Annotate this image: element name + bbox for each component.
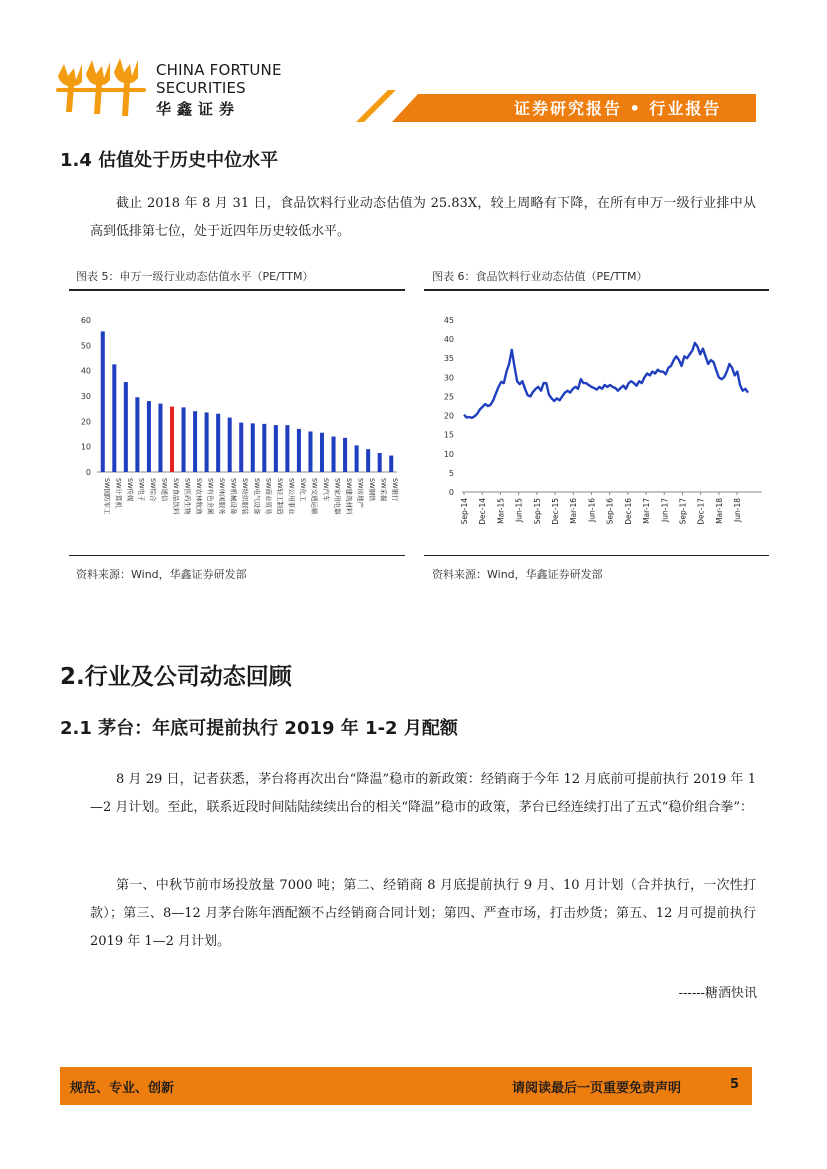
x-tick-label: Sep-15 (532, 498, 542, 525)
figure5-bar-chart (69, 300, 405, 550)
x-tick-label: SW轻工制造 (275, 478, 284, 515)
x-tick-label: SW综合 (148, 478, 157, 502)
bar (193, 411, 197, 472)
page-number: 5 (730, 1077, 740, 1092)
x-tick-label: Jun-18 (733, 498, 743, 522)
x-tick-label: Dec-15 (551, 498, 561, 525)
bar (320, 433, 324, 472)
bar (112, 364, 116, 472)
y-tick-label: 40 (443, 335, 454, 345)
bar (205, 412, 209, 472)
y-tick-label: 10 (80, 442, 91, 452)
x-tick-label: SW商业贸易 (264, 478, 273, 515)
x-tick-label: Jun-16 (587, 498, 597, 522)
bar (355, 445, 359, 472)
logo-cn: 华鑫证券 (156, 100, 241, 118)
section-2-1-paragraph-2: 第一、中秋节前市场投放量 7000 吨；第二、经销商 8 月底提前执行 9 月、10 月计划（合并执行，一次性打款）；第三、8—12 月茅台陈年酒配额不占经销商合同计划；第四、严查市场，打击炒货；第五、12 月可提前执行 2019 年 1—2 月计划。 (90, 878, 756, 949)
x-tick-label: SW交通运输 (310, 478, 319, 515)
news-attribution: ------糖酒快讯 (678, 986, 757, 1001)
bar (101, 331, 105, 472)
x-tick-label: SW机械设备 (229, 478, 238, 515)
figure6-source: 资料来源：Wind，华鑫证券研发部 (432, 568, 603, 581)
x-tick-label: Mar-18 (714, 498, 724, 524)
logo-line1: CHINA FORTUNE (156, 61, 282, 79)
x-tick-label: Sep-17 (678, 498, 688, 525)
x-tick-label: SW食品饮料 (172, 478, 180, 515)
bar (124, 382, 128, 472)
bar (239, 423, 243, 472)
bar (343, 438, 347, 472)
figure6-top-rule (424, 289, 769, 291)
bar (285, 425, 289, 472)
y-tick-label: 40 (80, 366, 91, 376)
y-tick-label: 35 (443, 354, 454, 364)
section-2-1-paragraph-1: 8 月 29 日，记者获悉，茅台将再次出台“降温”稳市的新政策：经销商于今年 12 月底前可提前执行 2019 年 1—2 月计划。至此，联系近段时间陆陆续续出台的相关“降温”稳市的政策，茅台已经连续打出了五式“稳价组合拳”： (90, 772, 756, 815)
bar (170, 407, 174, 472)
x-tick-label: SW房地产 (356, 478, 365, 509)
x-tick-label: SW电气设备 (252, 478, 261, 515)
x-tick-label: SW传媒 (125, 478, 134, 502)
y-tick-label: 50 (80, 341, 91, 351)
y-tick-label: 45 (443, 316, 454, 325)
y-tick-label: 60 (80, 316, 91, 325)
bar (158, 404, 162, 472)
company-logo-icon (56, 58, 148, 120)
section-heading-2: 2.行业及公司动态回顾 (60, 664, 292, 690)
figure5-top-rule (69, 289, 405, 291)
footer-slogan: 规范、专业、创新 (70, 1081, 175, 1096)
bar (274, 425, 278, 472)
x-tick-label: Dec-14 (478, 498, 488, 525)
y-tick-label: 20 (443, 411, 454, 421)
bar (389, 456, 393, 472)
x-tick-label: SW休闲服务 (218, 478, 227, 515)
bar (216, 414, 220, 472)
x-tick-label: SW银行 (391, 478, 400, 502)
bar (332, 437, 336, 472)
y-tick-label: 15 (443, 430, 454, 440)
bar (378, 453, 382, 472)
y-tick-label: 0 (85, 468, 91, 477)
bar (147, 401, 151, 472)
footer-disclaimer: 请阅读最后一页重要免责声明 (512, 1081, 682, 1096)
x-tick-label: SW医药生物 (183, 478, 192, 515)
x-tick-label: SW农林牧渔 (195, 478, 204, 515)
bar (308, 431, 312, 472)
x-tick-label: SW采掘 (379, 478, 388, 502)
section-1-4-paragraph: 截止 2018 年 8 月 31 日，食品饮料行业动态估值为 25.83X，较上周略有下降，在所有申万一级行业排中从高到低排第七位，处于近四年历史较低水平。 (90, 196, 756, 239)
x-tick-label: SW家用电器 (333, 478, 342, 515)
figure6-title: 图表 6：食品饮料行业动态估值（PE/TTM） (432, 270, 648, 283)
section-heading-1-4: 1.4 估值处于历史中位水平 (60, 150, 279, 171)
x-tick-label: Dec-17 (696, 498, 706, 525)
y-tick-label: 5 (448, 468, 454, 478)
x-tick-label: Jun-17 (660, 498, 670, 522)
bar (297, 429, 301, 472)
y-tick-label: 20 (80, 417, 91, 427)
bar (182, 407, 186, 472)
header (0, 0, 827, 130)
x-tick-label: Sep-14 (460, 498, 469, 525)
y-tick-label: 30 (80, 392, 91, 401)
x-tick-label: Mar-15 (496, 498, 506, 524)
logo-line2: SECURITIES (156, 79, 246, 97)
x-tick-label: Mar-17 (642, 498, 652, 524)
figure5-bottom-rule (69, 555, 405, 556)
y-tick-label: 25 (443, 392, 454, 402)
x-tick-label: SW通信 (160, 478, 169, 502)
x-tick-label: SW有色金属 (206, 478, 215, 515)
y-tick-label: 10 (443, 449, 454, 459)
y-tick-label: 0 (448, 488, 454, 497)
bar (228, 418, 232, 472)
series-line-food-beverage (464, 343, 748, 418)
figure6-line-chart (424, 300, 769, 550)
x-tick-label: Sep-16 (605, 498, 615, 525)
header-banner-text: 证券研究报告 • 行业报告 (514, 99, 722, 118)
x-tick-label: SW建筑材料 (345, 478, 354, 515)
bar (251, 423, 255, 472)
x-tick-label: Mar-16 (569, 498, 579, 524)
bar (135, 397, 139, 472)
x-tick-label: Jun-15 (514, 498, 524, 522)
bar (366, 449, 370, 472)
figure6-bottom-rule (424, 555, 769, 556)
x-tick-label: Dec-16 (623, 498, 633, 525)
y-tick-label: 30 (443, 373, 454, 383)
section-heading-2-1: 2.1 茅台：年底可提前执行 2019 年 1-2 月配额 (60, 718, 458, 739)
x-tick-label: SW化工 (298, 478, 307, 502)
x-tick-label: SW国防军工 (102, 478, 111, 515)
x-tick-label: SW计算机 (114, 478, 123, 509)
figure5-title: 图表 5：申万一级行业动态估值水平（PE/TTM） (76, 270, 314, 283)
x-tick-label: SW纺织服装 (241, 478, 250, 515)
x-tick-label: SW钢铁 (368, 478, 377, 502)
x-tick-label: SW电子 (137, 478, 146, 502)
figure5-source: 资料来源：Wind，华鑫证券研发部 (76, 568, 247, 581)
x-tick-label: SW公用事业 (287, 478, 296, 515)
bar (262, 424, 266, 472)
x-tick-label: SW汽车 (322, 478, 330, 502)
